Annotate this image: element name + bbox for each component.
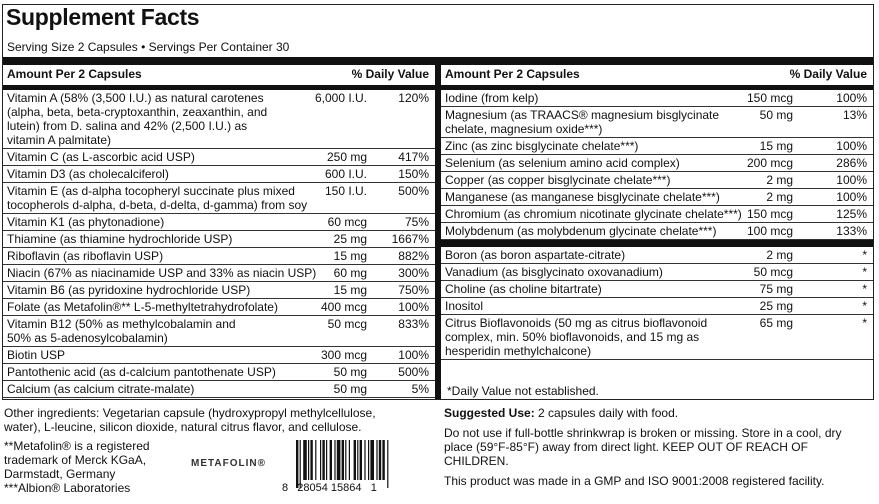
nutrient-amount: 25 mg xyxy=(759,299,793,313)
nutrient-name: Magnesium (as TRAACS® magnesium bisglycinate chelate, magnesium oxide***) xyxy=(445,108,720,136)
nutrient-name: Iodine (from kelp) xyxy=(445,91,539,105)
nutrient-daily-value: 286% xyxy=(836,156,867,170)
nutrient-name: Selenium (as selenium amino acid complex) xyxy=(445,156,680,170)
left-header xyxy=(3,65,435,84)
nutrient-name: Vitamin B12 (50% as methylcobalamin and 50% as 5-adenosylcobalamin) xyxy=(7,317,236,345)
nutrient-daily-value: 13% xyxy=(842,108,867,122)
nutrient-row xyxy=(441,298,873,315)
nutrient-name: Molybdenum (as molybdenum glycinate chelate***) xyxy=(445,224,717,238)
nutrient-name: Vitamin A (58% (3,500 I.U.) as natural carotenes (alpha, beta, beta-cryptoxanthin, zeaxanthin, and lutein) from D. salina and 42% (2,500 I.U.) as vitamin A palmitate) xyxy=(7,91,268,147)
nutrient-row xyxy=(441,315,873,360)
serving-info: Serving Size 2 Capsules • Servings Per Container 30 xyxy=(7,40,290,54)
nutrient-amount: 100 mcg xyxy=(746,224,793,238)
nutrient-row xyxy=(441,90,873,107)
nutrient-name: Folate (as Metafolin®** L-5-methyltetrahydrofolate) xyxy=(7,300,278,314)
daily-value-note: *Daily Value not established. xyxy=(447,384,599,398)
nutrient-name: Zinc (as zinc bisglycinate chelate***) xyxy=(445,139,639,153)
storage-warning: Do not use if full-bottle shrinkwrap is broken or missing. Store in a cool, dry place (59°F-85°F) away from direct light. KEEP OUT OF REACH OF CHILDREN. xyxy=(444,426,842,468)
nutrient-row xyxy=(3,90,435,149)
nutrient-amount: 600 I.U. xyxy=(324,167,367,181)
nutrient-name: Niacin (67% as niacinamide USP and 33% as niacin USP) xyxy=(7,266,317,280)
nutrient-amount: 6,000 I.U. xyxy=(314,91,367,105)
nutrient-name: Vitamin C (as L-ascorbic acid USP) xyxy=(7,150,195,164)
metafolin-trademark: **Metafolin® is a registered trademark of Merck KGaA, Darmstadt, Germany xyxy=(4,439,150,481)
nutrient-daily-value: 300% xyxy=(398,266,429,280)
nutrient-row xyxy=(441,189,873,206)
nutrient-daily-value: * xyxy=(862,282,867,296)
nutrient-daily-value: 100% xyxy=(836,173,867,187)
nutrient-daily-value: 133% xyxy=(836,224,867,238)
nutrient-daily-value: * xyxy=(862,265,867,279)
nutrient-daily-value: 150% xyxy=(398,167,429,181)
nutrient-amount: 2 mg xyxy=(766,173,793,187)
nutrient-daily-value: 100% xyxy=(836,190,867,204)
daily-value-header: % Daily Value xyxy=(789,67,867,81)
nutrient-daily-value: * xyxy=(862,299,867,313)
nutrient-daily-value: 500% xyxy=(398,184,429,198)
nutrient-daily-value: * xyxy=(862,248,867,262)
nutrient-row xyxy=(3,166,435,183)
nutrient-amount: 400 mcg xyxy=(320,300,367,314)
nutrient-daily-value: * xyxy=(862,316,867,330)
nutrient-name: Citrus Bioflavonoids (50 mg as citrus bioflavonoid complex, min. 50% bioflavonoids, and 15 mg as hesperidin methylchalcone) xyxy=(445,316,708,358)
nutrient-name: Biotin USP xyxy=(7,348,66,362)
nutrient-amount: 150 mcg xyxy=(746,207,793,221)
nutrient-amount: 15 mg xyxy=(333,283,367,297)
metafolin-logo: METAFOLIN® xyxy=(191,458,266,469)
nutrient-amount: 50 mg xyxy=(759,108,793,122)
albion-trademark: ***Albion® Laboratories xyxy=(4,481,131,495)
nutrient-row xyxy=(441,107,873,138)
nutrient-daily-value: 750% xyxy=(398,283,429,297)
nutrient-daily-value: 120% xyxy=(398,91,429,105)
other-ingredients: Other ingredients: Vegetarian capsule (hydroxypropyl methylcellulose, water), L-leucine, silicon dioxide, natural citrus flavor, and cellulose. xyxy=(4,406,376,434)
nutrient-daily-value: 417% xyxy=(398,150,429,164)
nutrient-amount: 150 mcg xyxy=(746,91,793,105)
nutrient-daily-value: 500% xyxy=(398,365,429,379)
nutrient-row xyxy=(3,347,435,364)
nutrient-name: Vitamin E (as d-alpha tocopheryl succinate plus mixed tocopherols d-alpha, d-beta, d-delta, d-gamma) from soy xyxy=(7,184,308,212)
amount-header: Amount Per 2 Capsules xyxy=(445,67,580,81)
section-rule xyxy=(441,240,873,247)
nutrient-row xyxy=(3,364,435,381)
nutrient-daily-value: 100% xyxy=(398,300,429,314)
nutrient-amount: 65 mg xyxy=(759,316,793,330)
nutrient-daily-value: 75% xyxy=(404,215,429,229)
nutrient-daily-value: 882% xyxy=(398,249,429,263)
usage-section xyxy=(444,406,874,494)
suggested-use-label: Suggested Use: xyxy=(444,406,535,420)
nutrient-amount: 150 I.U. xyxy=(324,184,367,198)
nutrient-row xyxy=(3,265,435,282)
nutrient-daily-value: 1667% xyxy=(391,232,429,246)
nutrient-amount: 200 mcg xyxy=(746,156,793,170)
suggested-use-text: 2 capsules daily with food. xyxy=(534,406,679,420)
nutrient-name: Pantothenic acid (as d-calcium pantothenate USP) xyxy=(7,365,276,379)
nutrient-row xyxy=(3,381,435,398)
nutrient-amount: 50 mg xyxy=(333,382,367,396)
nutrient-daily-value: 100% xyxy=(836,91,867,105)
nutrient-row xyxy=(441,247,873,264)
barcode-digits: 8 28054 15864 1 xyxy=(282,482,377,494)
nutrient-name: Chromium (as chromium nicotinate glycinate chelate***) xyxy=(445,207,742,221)
nutrient-name: Calcium (as calcium citrate-malate) xyxy=(7,382,195,396)
nutrient-name: Vitamin K1 (as phytonadione) xyxy=(7,215,165,229)
nutrient-daily-value: 100% xyxy=(836,139,867,153)
nutrient-amount: 50 mcg xyxy=(753,265,793,279)
nutrient-name: Riboflavin (as riboflavin USP) xyxy=(7,249,164,263)
nutrient-row xyxy=(3,149,435,166)
nutrient-daily-value: 100% xyxy=(398,348,429,362)
nutrient-amount: 15 mg xyxy=(333,249,367,263)
nutrient-amount: 250 mg xyxy=(326,150,367,164)
nutrient-daily-value: 125% xyxy=(836,207,867,221)
nutrient-amount: 25 mg xyxy=(333,232,367,246)
right-header xyxy=(441,65,873,84)
nutrient-name: Choline (as choline bitartrate) xyxy=(445,282,602,296)
right-column xyxy=(441,65,873,360)
nutrient-daily-value: 5% xyxy=(411,382,429,396)
nutrient-row xyxy=(3,183,435,214)
nutrient-name: Boron (as boron aspartate-citrate) xyxy=(445,248,626,262)
nutrient-row xyxy=(3,248,435,265)
nutrient-amount: 2 mg xyxy=(766,248,793,262)
nutrient-daily-value: 833% xyxy=(398,317,429,331)
nutrient-amount: 15 mg xyxy=(759,139,793,153)
nutrient-row xyxy=(3,299,435,316)
nutrient-amount: 50 mg xyxy=(333,365,367,379)
nutrient-amount: 50 mcg xyxy=(327,317,367,331)
nutrient-name: Thiamine (as thiamine hydrochloride USP) xyxy=(7,232,233,246)
left-column xyxy=(3,65,435,398)
nutrient-name: Vitamin B6 (as pyridoxine hydrochloride USP) xyxy=(7,283,251,297)
nutrient-amount: 2 mg xyxy=(766,190,793,204)
nutrient-name: Inositol xyxy=(445,299,484,313)
nutrient-name: Vitamin D3 (as cholecalciferol) xyxy=(7,167,169,181)
nutrient-row xyxy=(3,316,435,347)
nutrient-name: Manganese (as manganese bisglycinate chelate***) xyxy=(445,190,720,204)
panel-title: Supplement Facts xyxy=(6,4,200,30)
nutrient-row xyxy=(3,214,435,231)
nutrient-name: Copper (as copper bisglycinate chelate***) xyxy=(445,173,671,187)
nutrient-amount: 60 mcg xyxy=(327,215,367,229)
nutrient-row xyxy=(441,223,873,240)
nutrient-amount: 60 mg xyxy=(333,266,367,280)
nutrient-row xyxy=(3,231,435,248)
daily-value-header: % Daily Value xyxy=(351,67,429,81)
nutrient-row xyxy=(441,264,873,281)
nutrient-row xyxy=(441,281,873,298)
nutrient-row xyxy=(3,282,435,299)
nutrient-row xyxy=(441,138,873,155)
nutrient-row xyxy=(441,155,873,172)
nutrient-row xyxy=(441,206,873,223)
nutrient-amount: 75 mg xyxy=(759,282,793,296)
nutrient-row xyxy=(441,172,873,189)
nutrient-amount: 300 mcg xyxy=(320,348,367,362)
nutrient-name: Vanadium (as bisglycinato oxovanadium) xyxy=(445,265,663,279)
amount-header: Amount Per 2 Capsules xyxy=(7,67,142,81)
gmp-statement: This product was made in a GMP and ISO 9001:2008 registered facility. xyxy=(444,474,825,488)
